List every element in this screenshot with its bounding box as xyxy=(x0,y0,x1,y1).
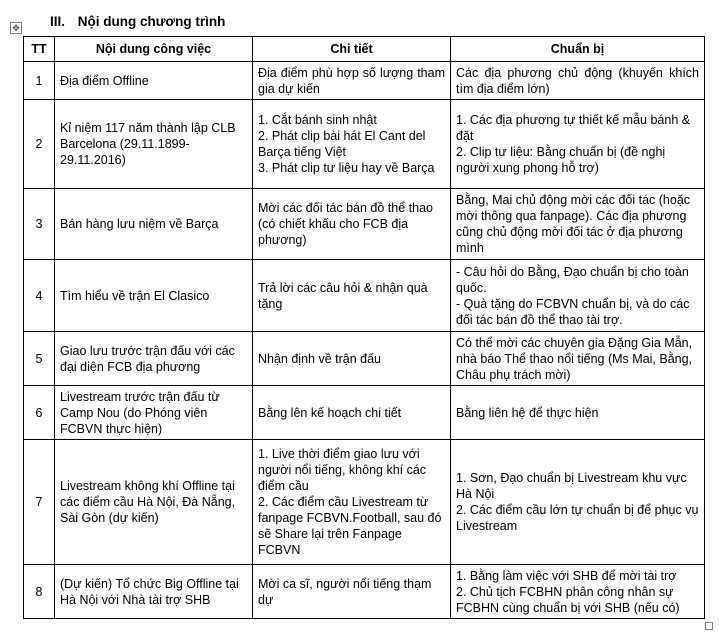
prep-line: 2. Clip tư liệu: Bằng chuẩn bị (đề nghị người xung phong hỗ trợ) xyxy=(456,145,666,175)
header-tt: TT xyxy=(24,37,55,62)
detail-line: Mời ca sĩ, người nổi tiếng thạm dự xyxy=(258,576,432,607)
program-table xyxy=(23,36,705,619)
task-cell: (Dự kiến) Tổ chức Big Offline tại Hà Nội với Nhà tài trợ SHB xyxy=(55,565,253,619)
row-number: 4 xyxy=(24,260,55,332)
prep-line: 2. Chủ tịch FCBHN phân công nhân sự FCBHN cùng chuẩn bị với SHB (nếu có) xyxy=(456,584,680,615)
table-row xyxy=(24,260,705,332)
header-task: Nội dung công việc xyxy=(55,37,253,62)
table-header-row xyxy=(24,37,705,62)
prep-line: 1. Bằng làm việc với SHB để mời tài trợ xyxy=(456,568,677,583)
task-cell: Livestream không khí Offline tại các điểm cầu Hà Nội, Đà Nẵng, Sài Gòn (dự kiến) xyxy=(55,440,253,565)
detail-line: 1. Cắt bánh sinh nhật xyxy=(258,113,377,127)
section-title: Nội dung chương trình xyxy=(77,14,226,29)
detail-line: 2. Phát clip bài hát El Cant del Barça tiếng Việt xyxy=(258,129,426,159)
table-row xyxy=(24,100,705,189)
row-number: 2 xyxy=(24,100,55,189)
detail-cell xyxy=(253,565,451,619)
prep-line: 1. Sơn, Đạo chuẩn bị Livestream khu vực Hà Nội xyxy=(456,471,687,501)
task-cell: Giao lưu trước trận đấu với các đại diện FCB địa phương xyxy=(55,332,253,386)
prep-cell xyxy=(451,260,705,332)
row-number: 8 xyxy=(24,565,55,619)
table-row xyxy=(24,62,705,100)
detail-cell xyxy=(253,100,451,189)
row-number: 5 xyxy=(24,332,55,386)
table-move-handle-icon[interactable]: ✥ xyxy=(10,22,22,34)
prep-line: 2. Các điểm cầu lớn tự chuẩn bị để phục vụ Livestream xyxy=(456,503,699,533)
table-row xyxy=(24,386,705,440)
task-cell: Kỉ niệm 117 năm thành lập CLB Barcelona (29.11.1899-29.11.2016) xyxy=(55,100,253,189)
detail-cell xyxy=(253,332,451,386)
detail-cell xyxy=(253,62,451,100)
detail-line: 3. Phát clip tư liệu hay về Barça xyxy=(258,161,435,175)
prep-cell xyxy=(451,386,705,440)
table-resize-handle-icon[interactable] xyxy=(705,622,713,630)
prep-line: Bằng, Mai chủ động mời các đối tác (hoặc mời thông qua fanpage). Các địa phương cũng chủ động mời đối tác ở địa phương mình xyxy=(456,193,691,255)
detail-line: Bằng lên kế hoạch chi tiết xyxy=(258,405,402,420)
detail-line: 2. Các điểm cầu Livestream từ fanpage FCBVN.Football, sau đó sẽ Share lại trên Fanpage FCBVN xyxy=(258,495,442,557)
detail-cell xyxy=(253,189,451,260)
detail-line: 1. Live thời điểm giao lưu với người nổi tiếng, không khí các điểm cầu xyxy=(258,447,427,493)
detail-line: Nhận định về trận đấu xyxy=(258,351,382,366)
section-number: III. xyxy=(50,14,66,29)
prep-line: Có thể mời các chuyên gia Đặng Gia Mẫn, nhà báo Thể thao nổi tiếng (Ms Mai, Bằng, Châu phụ trách mời) xyxy=(456,335,693,382)
task-cell: Livestream trước trận đấu từ Camp Nou (do Phóng viên FCBVN thực hiện) xyxy=(55,386,253,440)
detail-cell xyxy=(253,260,451,332)
header-detail: Chi tiết xyxy=(253,37,451,62)
prep-line: - Quà tặng do FCBVN chuẩn bị, và do các đối tác bán đồ thể thao tài trợ. xyxy=(456,296,690,327)
table-row xyxy=(24,565,705,619)
task-cell: Địa điểm Offline xyxy=(55,62,253,100)
prep-cell xyxy=(451,565,705,619)
prep-cell xyxy=(451,189,705,260)
table-row xyxy=(24,189,705,260)
row-number: 7 xyxy=(24,440,55,565)
task-cell: Bán hàng lưu niệm về Barça xyxy=(55,189,253,260)
prep-cell xyxy=(451,332,705,386)
prep-cell xyxy=(451,62,705,100)
section-heading xyxy=(50,14,225,29)
detail-cell xyxy=(253,440,451,565)
row-number: 6 xyxy=(24,386,55,440)
detail-cell xyxy=(253,386,451,440)
prep-line: 1. Các địa phương tự thiết kế mẫu bánh & đặt xyxy=(456,113,691,143)
table-row xyxy=(24,332,705,386)
prep-cell xyxy=(451,100,705,189)
row-number: 1 xyxy=(24,62,55,100)
table-row xyxy=(24,440,705,565)
header-prep: Chuẩn bị xyxy=(451,37,705,62)
prep-line: Các địa phương chủ động (khuyến khích tìm địa điểm lớn) xyxy=(456,65,699,96)
task-cell: Tìm hiểu về trận El Clasico xyxy=(55,260,253,332)
detail-line: Trả lời các câu hỏi & nhận quà tặng xyxy=(258,280,428,311)
prep-line: Bằng liên hệ để thực hiện xyxy=(456,405,599,420)
prep-line: - Câu hỏi do Bằng, Đạo chuẩn bị cho toàn quốc. xyxy=(456,264,689,295)
row-number: 3 xyxy=(24,189,55,260)
detail-line: Địa điểm phù hợp số lượng tham gia dự kiến xyxy=(258,65,445,96)
prep-cell xyxy=(451,440,705,565)
detail-line: Mời các đối tác bán đồ thể thao (có chiết khấu cho FCB địa phương) xyxy=(258,201,433,247)
